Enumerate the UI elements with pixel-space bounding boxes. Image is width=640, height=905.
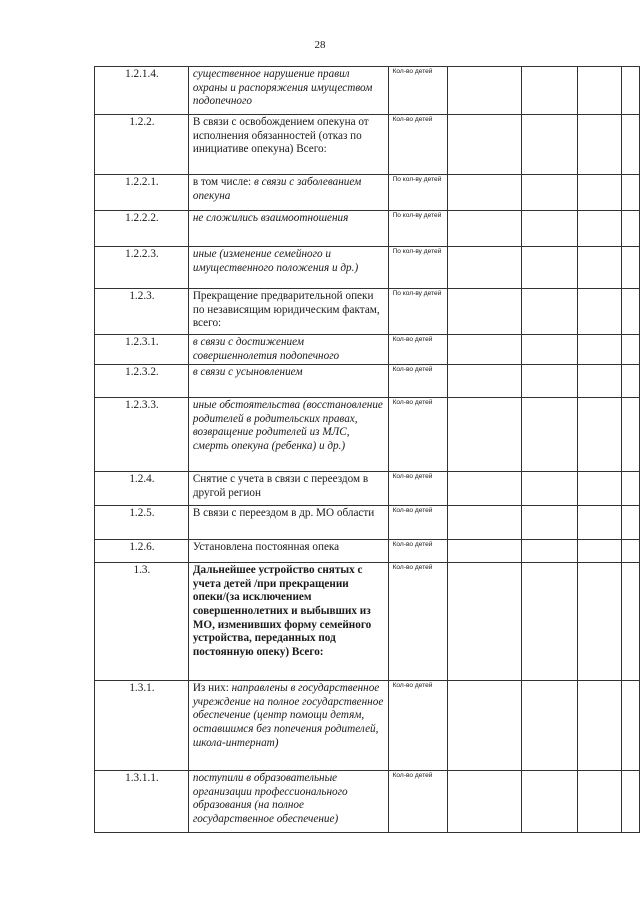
value-cell [522, 472, 578, 506]
value-cell [522, 175, 578, 211]
value-cell [578, 681, 622, 771]
row-unit: Кол-во детей [388, 771, 448, 833]
value-cell [522, 247, 578, 289]
row-indicator-prefix: Из них: [192, 682, 232, 695]
value-cell [622, 365, 640, 398]
value-cell [522, 365, 578, 398]
value-cell [622, 67, 640, 115]
row-indicator-text: Установлена постоянная опека [192, 541, 340, 554]
value-cell [522, 771, 578, 833]
row-number: 1.2.2. [95, 115, 189, 175]
value-cell [522, 67, 578, 115]
value-cell [448, 211, 522, 247]
row-indicator [188, 472, 388, 506]
value-cell [578, 771, 622, 833]
value-cell [622, 771, 640, 833]
row-indicator-text: существенное нарушение правил охраны и распоряжения имуществом подопечного [192, 68, 373, 108]
value-cell [448, 115, 522, 175]
value-cell [578, 563, 622, 681]
value-cell [522, 398, 578, 472]
value-cell [578, 175, 622, 211]
row-indicator-text: поступили в образовательные организации профессионального образования (на полное государственное обеспечение) [192, 772, 348, 825]
row-indicator [188, 67, 388, 115]
row-number: 1.2.3.1. [95, 335, 189, 365]
row-indicator [188, 365, 388, 398]
row-unit: Кол-во детей [388, 472, 448, 506]
table-row [95, 771, 640, 833]
row-unit: Кол-во детей [388, 67, 448, 115]
row-unit: Кол-во детей [388, 115, 448, 175]
row-number: 1.3.1.1. [95, 771, 189, 833]
row-number: 1.3. [95, 563, 189, 681]
row-unit: Кол-во детей [388, 681, 448, 771]
value-cell [522, 115, 578, 175]
row-number: 1.2.5. [95, 506, 189, 540]
row-unit: Кол-во детей [388, 398, 448, 472]
row-number: 1.2.6. [95, 540, 189, 563]
value-cell [622, 506, 640, 540]
value-cell [522, 540, 578, 563]
value-cell [622, 563, 640, 681]
value-cell [578, 506, 622, 540]
row-indicator [188, 771, 388, 833]
table-row [95, 211, 640, 247]
row-indicator-text: в связи с заболеванием опекуна [192, 176, 362, 202]
row-unit: Кол-во детей [388, 563, 448, 681]
row-indicator-text: Прекращение предварительной опеки по независящим юридическим фактам, всего: [192, 290, 380, 330]
value-cell [578, 289, 622, 335]
row-number: 1.2.2.1. [95, 175, 189, 211]
table-row [95, 540, 640, 563]
page-number: 28 [314, 39, 326, 51]
row-number: 1.2.3.3. [95, 398, 189, 472]
value-cell [578, 540, 622, 563]
row-indicator [188, 398, 388, 472]
value-cell [448, 289, 522, 335]
value-cell [578, 211, 622, 247]
value-cell [448, 335, 522, 365]
table-row [95, 681, 640, 771]
value-cell [448, 175, 522, 211]
row-unit: Кол-во детей [388, 540, 448, 563]
value-cell [622, 472, 640, 506]
value-cell [622, 398, 640, 472]
row-number: 1.3.1. [95, 681, 189, 771]
value-cell [578, 67, 622, 115]
value-cell [622, 115, 640, 175]
row-unit: По кол-ву детей [388, 289, 448, 335]
table-row [95, 506, 640, 540]
row-indicator [188, 211, 388, 247]
value-cell [448, 771, 522, 833]
row-indicator-text: В связи с освобождением опекуна от исполнения обязанностей (отказ по инициативе опекуна) Всего: [192, 116, 369, 156]
row-indicator-text: иные обстоятельства (восстановление родителей в родительских правах, возвращение родителей из МЛС, смерть опекуна (ребенка) и др.) [192, 399, 383, 452]
value-cell [578, 398, 622, 472]
row-number: 1.2.3. [95, 289, 189, 335]
row-indicator-text: не сложились взаимоотношения [192, 212, 349, 224]
row-indicator-prefix: в том числе: [192, 176, 254, 188]
value-cell [448, 365, 522, 398]
value-cell [448, 247, 522, 289]
row-indicator [188, 115, 388, 175]
value-cell [622, 681, 640, 771]
row-unit: По кол-ву детей [388, 211, 448, 247]
row-unit: По кол-ву детей [388, 175, 448, 211]
value-cell [622, 175, 640, 211]
value-cell [622, 335, 640, 365]
table-row [95, 398, 640, 472]
value-cell [578, 365, 622, 398]
value-cell [578, 472, 622, 506]
row-indicator [188, 681, 388, 771]
value-cell [448, 398, 522, 472]
row-indicator [188, 506, 388, 540]
row-number: 1.2.1.4. [95, 67, 189, 115]
table-row [95, 472, 640, 506]
row-indicator [188, 175, 388, 211]
value-cell [522, 506, 578, 540]
value-cell [522, 289, 578, 335]
row-unit: Кол-во детей [388, 506, 448, 540]
value-cell [622, 540, 640, 563]
row-indicator-text: в связи с усыновлением [192, 366, 303, 379]
value-cell [578, 115, 622, 175]
table-row [95, 175, 640, 211]
row-indicator-text: иные (изменение семейного и имущественного положения и др.) [192, 248, 359, 274]
value-cell [448, 67, 522, 115]
table-row [95, 365, 640, 398]
value-cell [522, 335, 578, 365]
row-indicator-text: направлены в государственное учреждение на полное государственное обеспечение (центр помощи детям, оставшимся без попечения родителей, школа-интернат) [192, 682, 384, 749]
value-cell [448, 506, 522, 540]
value-cell [522, 211, 578, 247]
row-indicator-text: Дальнейшее устройство снятых с учета детей /при прекращении опеки/(за исключением совершеннолетних и выбывших из МО, изменивших форму семейного устройства, переданных под постоянную опеку) Всего: [192, 564, 372, 658]
row-number: 1.2.2.3. [95, 247, 189, 289]
row-unit: Кол-во детей [388, 365, 448, 398]
value-cell [578, 335, 622, 365]
row-indicator [188, 563, 388, 681]
value-cell [448, 472, 522, 506]
value-cell [448, 681, 522, 771]
value-cell [522, 563, 578, 681]
row-indicator [188, 335, 388, 365]
row-indicator [188, 247, 388, 289]
row-indicator [188, 289, 388, 335]
value-cell [622, 289, 640, 335]
table-row [95, 335, 640, 365]
value-cell [622, 211, 640, 247]
row-unit: По кол-ву детей [388, 247, 448, 289]
value-cell [522, 681, 578, 771]
table-row [95, 67, 640, 115]
table-row [95, 563, 640, 681]
value-cell [578, 247, 622, 289]
value-cell [448, 563, 522, 681]
row-number: 1.2.4. [95, 472, 189, 506]
row-indicator-text: Снятие с учета в связи с переездом в другой регион [192, 473, 369, 499]
row-number: 1.2.3.2. [95, 365, 189, 398]
row-indicator-text: в связи с достижением совершеннолетия подопечного [192, 336, 340, 362]
table-row [95, 289, 640, 335]
value-cell [448, 540, 522, 563]
report-table [94, 66, 640, 833]
table-row [95, 247, 640, 289]
row-number: 1.2.2.2. [95, 211, 189, 247]
row-indicator-text: В связи с переездом в др. МО области [192, 507, 375, 520]
row-indicator [188, 540, 388, 563]
row-unit: Кол-во детей [388, 335, 448, 365]
value-cell [622, 247, 640, 289]
table-row [95, 115, 640, 175]
